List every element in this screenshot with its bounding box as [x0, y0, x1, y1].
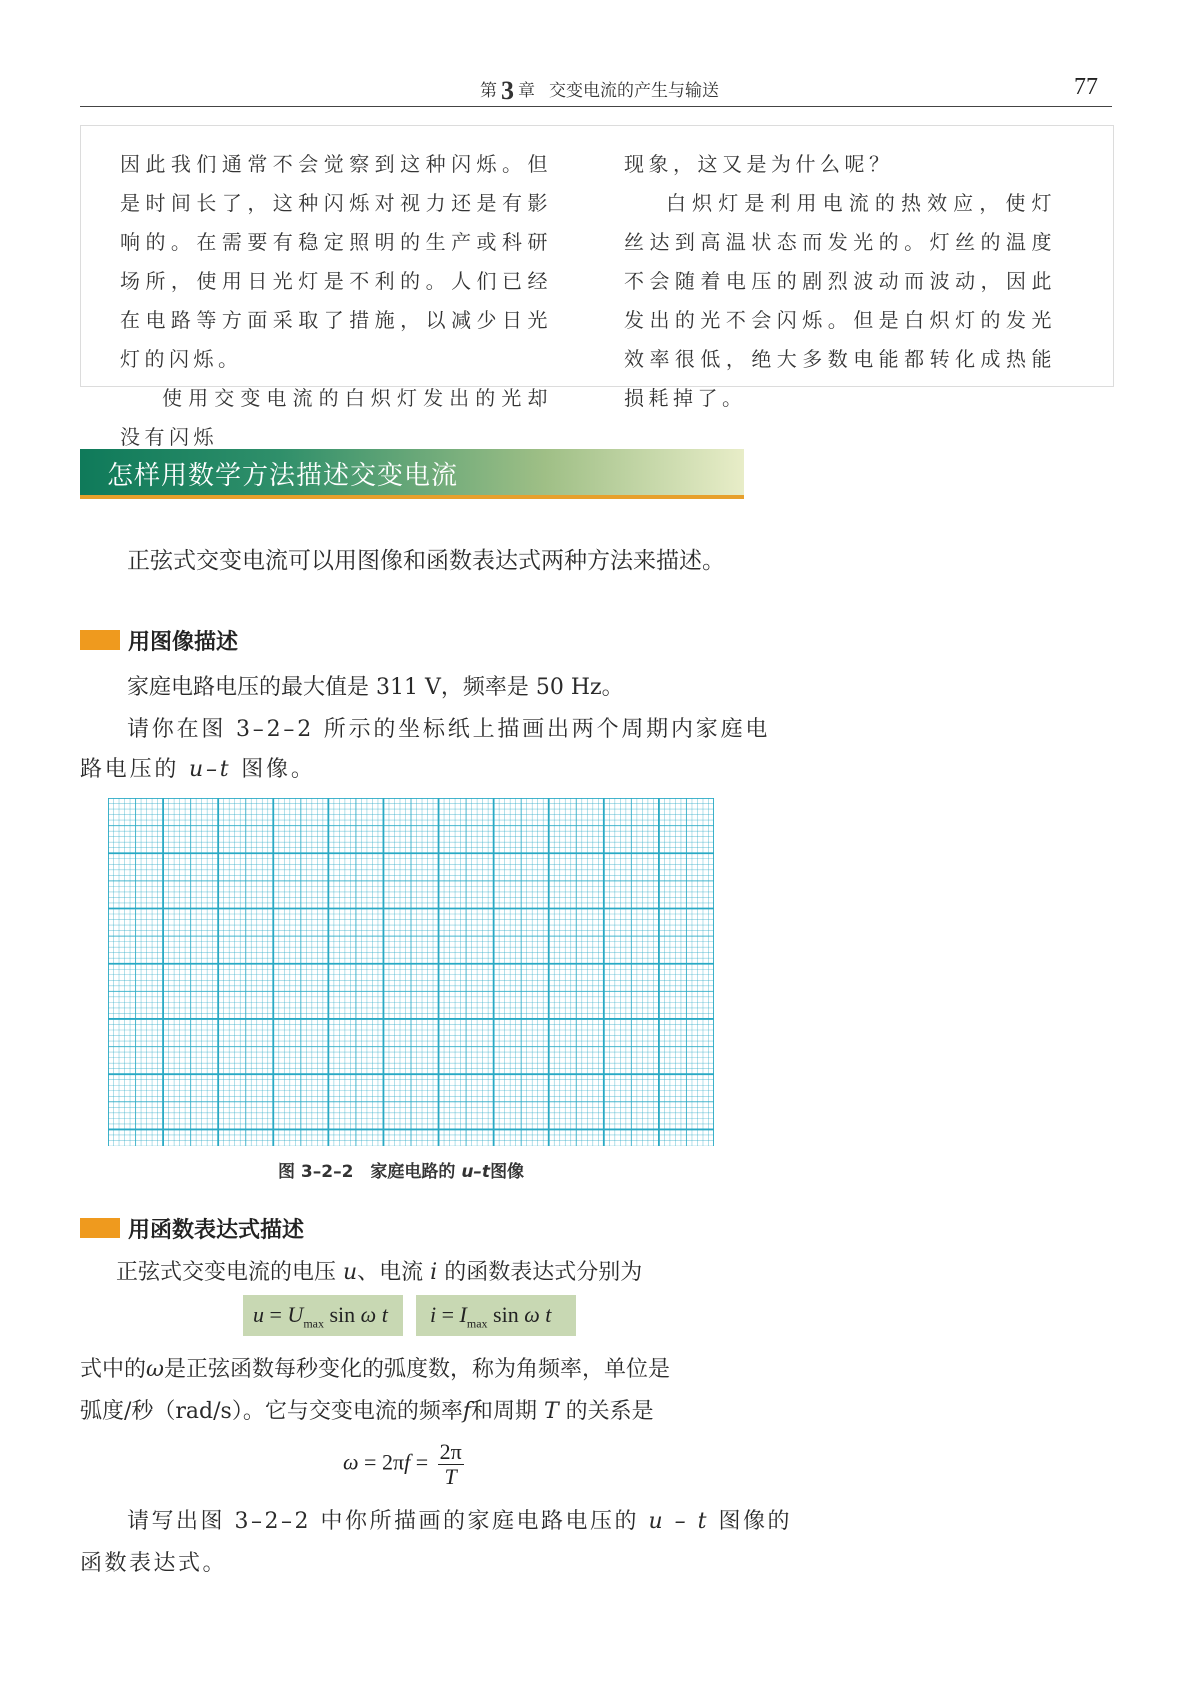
reading-left-p2: 使用交变电流的白炽灯发出的光却没有闪烁: [120, 386, 552, 449]
question-line2: 函数表达式。: [80, 1551, 228, 1576]
func-line1: [116, 1255, 642, 1286]
formula-voltage: [243, 1295, 403, 1336]
reading-right-column: [624, 145, 1056, 418]
func-line1-b: 、电流: [357, 1260, 431, 1285]
figure-caption: [278, 1157, 524, 1182]
func-line2-a: 式中的: [80, 1357, 147, 1382]
omega-f: f: [404, 1449, 411, 1475]
caption-variable: u–t: [461, 1162, 491, 1182]
func-line3: [80, 1394, 654, 1425]
chapter-prefix: 第: [480, 81, 497, 101]
formula-u-wt: ω t: [360, 1302, 388, 1327]
var-omega: ω: [146, 1357, 164, 1382]
image-line1: 家庭电路电压的最大值是 311 V，频率是 50 Hz。: [127, 675, 624, 700]
fraction-numerator: 2π: [439, 1439, 462, 1464]
reading-right-p1: 现象，这又是为什么呢？: [624, 152, 894, 176]
question-line1: [127, 1504, 792, 1535]
fraction-denominator: T: [444, 1464, 457, 1489]
formula-i-I: I: [459, 1302, 467, 1327]
chapter-number: 3: [501, 76, 514, 105]
formula-i-sub: max: [466, 1316, 488, 1331]
section-intro: 正弦式交变电流可以用图像和函数表达式两种方法来描述。: [127, 548, 725, 574]
image-line3-post: 图像。: [231, 757, 316, 782]
subhead-image-title: 用图像描述: [128, 630, 239, 655]
var-f: f: [462, 1399, 471, 1424]
ut-variable: u–t: [189, 757, 232, 782]
func-line1-c: 的函数表达式分别为: [437, 1260, 643, 1285]
reading-left-p1: 因此我们通常不会觉察到这种闪烁。但是时间长了，这种闪烁对视力还是有影响的。在需要有稳定照明的生产或科研场所，使用日光灯是不利的。人们已经在电路等方面采取了措施，以减少日光灯的闪烁。: [120, 152, 552, 371]
q-line1-var: u – t: [648, 1509, 709, 1534]
subhead-marker: [80, 1218, 120, 1238]
formula-i-eq: =: [436, 1302, 460, 1327]
func-line2-b: 是正弦函数每秒变化的弧度数，称为角频率，单位是: [163, 1357, 670, 1382]
formula-i-wt: ω t: [524, 1302, 552, 1327]
omega-formula: [343, 1440, 464, 1489]
caption-post: 图像: [490, 1162, 525, 1182]
formula-i-lhs: i: [430, 1302, 437, 1327]
func-line1-a: 正弦式交变电流的电压: [116, 1260, 343, 1285]
page-number: 77: [1074, 74, 1098, 100]
subhead-function-title: 用函数表达式描述: [128, 1218, 305, 1243]
header-divider: [80, 106, 1112, 107]
formula-current: [416, 1295, 576, 1336]
image-line3: [80, 752, 316, 783]
image-line3-pre: 路电压的: [80, 757, 189, 782]
reading-right-p2: 白炽灯是利用电流的热效应，使灯丝达到高温状态而发光的。灯丝的温度不会随着电压的剧烈波动而波动，因此发出的光不会闪烁。但是白炽灯的发光效率很低，绝大多数电能都转化成热能损耗掉了。: [624, 191, 1056, 410]
var-T: T: [544, 1399, 559, 1424]
func-line3-c: 的关系是: [558, 1399, 654, 1424]
formula-u-sin: sin: [323, 1302, 361, 1327]
chapter-header: [480, 76, 719, 106]
graph-paper-grid[interactable]: [108, 798, 714, 1146]
chapter-suffix: 章: [518, 81, 535, 101]
omega-fraction: [438, 1440, 464, 1489]
reading-left-column: [120, 145, 552, 457]
formula-u-U: U: [287, 1302, 304, 1327]
formula-u-sub: max: [303, 1316, 324, 1331]
var-i: i: [430, 1260, 438, 1285]
omega-lhs: ω: [343, 1449, 359, 1475]
image-line2: 请你在图 3–2–2 所示的坐标纸上描画出两个周期内家庭电: [127, 717, 771, 742]
omega-mid: = 2π: [358, 1449, 405, 1475]
section-banner: [80, 449, 744, 499]
q-line1-a: 请写出图 3–2–2 中你所描画的家庭电路电压的: [127, 1509, 649, 1534]
func-line2: [80, 1352, 670, 1383]
var-u: u: [343, 1260, 358, 1285]
caption-pre: 图 3–2–2 家庭电路的: [278, 1162, 462, 1182]
omega-eq: =: [410, 1449, 434, 1475]
formula-u-eq: =: [264, 1302, 288, 1327]
formula-i-sin: sin: [487, 1302, 525, 1327]
chapter-title: 交变电流的产生与输送: [549, 81, 719, 101]
formula-u-lhs: u: [253, 1302, 264, 1327]
section-title: 怎样用数学方法描述交变电流: [107, 461, 459, 491]
func-line3-b: 和周期: [471, 1399, 544, 1424]
func-line3-a: 弧度/秒（rad/s）。它与交变电流的频率: [80, 1399, 463, 1424]
q-line1-b: 图像的: [708, 1509, 792, 1534]
subhead-marker: [80, 630, 120, 650]
